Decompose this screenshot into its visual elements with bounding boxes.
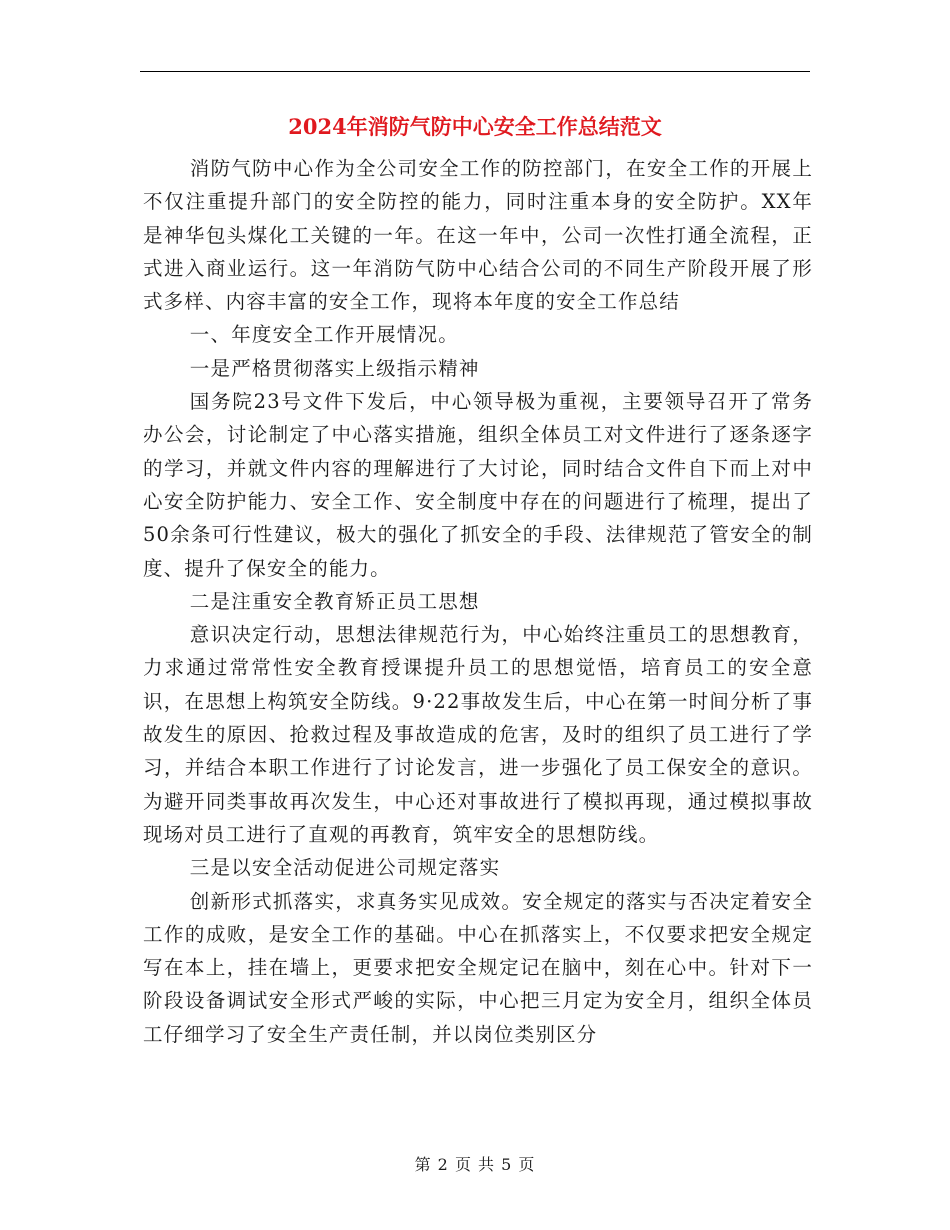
paragraph-3: 创新形式抓落实，求真务实见成效。安全规定的落实与否决定着安全工作的成败，是安全工作的基础。中心在抓落实上，不仅要求把安全规定写在本上，挂在墙上，更要求把安全规定记在脑中，刻在心中。针对下一阶段设备调试安全形式严峻的实际，中心把三月定为安全月，组织全体员工仔细学习了安全生产责任制，并以岗位类别区分	[143, 889, 813, 1046]
page-number: 第 2 页 共 5 页	[414, 1155, 536, 1174]
subheading-3: 三是以安全活动促进公司规定落实	[189, 856, 501, 880]
paragraph-2: 意识决定行动，思想法律规范行为，中心始终注重员工的思想教育，力求通过常常性安全教育授课提升员工的思想觉悟，培育员工的安全意识，在思想上构筑安全防线。9·22事故发生后，中心在第一时间分析了事故发生的原因、抢救过程及事故造成的危害，及时的组织了员工进行了学习，并结合本职工作进行了讨论发言，进一步强化了员工保安全的意识。为避开同类事故再次发生，中心还对事故进行了模拟再现，通过模拟事故现场对员工进行了直观的再教育，筑牢安全的思想防线。	[143, 623, 813, 846]
document-body	[143, 152, 813, 1051]
paragraph-1: 国务院23号文件下发后，中心领导极为重视，主要领导召开了常务办公会，讨论制定了中心落实措施，组织全体员工对文件进行了逐条逐字的学习，并就文件内容的理解进行了大讨论，同时结合文件自下而上对中心安全防护能力、安全工作、安全制度中存在的问题进行了梳理，提出了50余条可行性建议，极大的强化了抓安全的手段、法律规范了管安全的制度、提升了保安全的能力。	[143, 390, 813, 580]
paragraph-intro: 消防气防中心作为全公司安全工作的防控部门，在安全工作的开展上不仅注重提升部门的安全防控的能力，同时注重本身的安全防护。XX年是神华包头煤化工关键的一年。在这一年中，公司一次性打通全流程，正式进入商业运行。这一年消防气防中心结合公司的不同生产阶段开展了形式多样、内容丰富的安全工作，现将本年度的安全工作总结	[143, 157, 813, 314]
subheading-1: 一是严格贯彻落实上级指示精神	[189, 356, 480, 380]
subheading-2: 二是注重安全教育矫正员工思想	[189, 589, 480, 613]
header-rule	[140, 71, 810, 72]
section-heading: 一、年度安全工作开展情况。	[189, 323, 459, 347]
document-title: 2024年消防气防中心安全工作总结范文	[288, 114, 662, 139]
